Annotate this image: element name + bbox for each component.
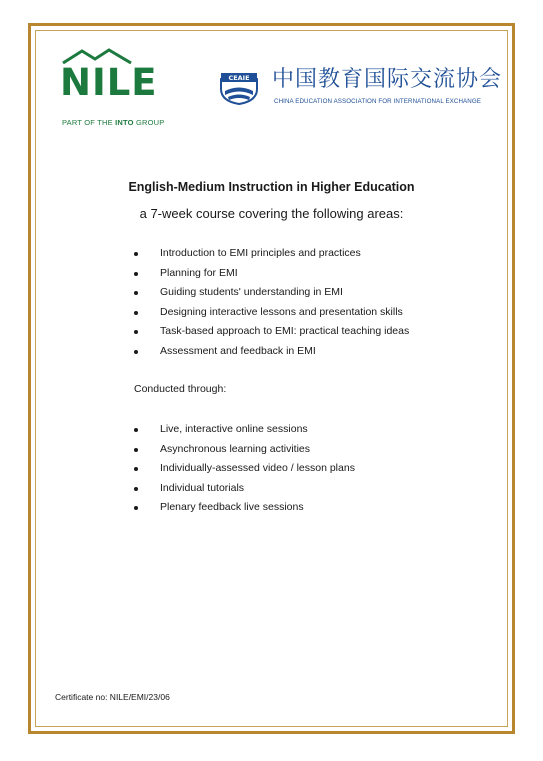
bullet-icon xyxy=(134,252,138,256)
bullet-icon xyxy=(134,350,138,354)
list-item: Introduction to EMI principles and practices xyxy=(130,244,409,264)
list-item: Designing interactive lessons and presentation skills xyxy=(130,303,409,323)
delivery-methods-list xyxy=(130,420,355,518)
certificate-number: Certificate no: NILE/EMI/23/06 xyxy=(55,692,170,702)
list-item: Individually-assessed video / lesson plans xyxy=(130,459,355,479)
list-item: Planning for EMI xyxy=(130,264,409,284)
list-item: Individual tutorials xyxy=(130,479,355,499)
bullet-icon xyxy=(134,272,138,276)
course-subtitle: a 7-week course covering the following areas: xyxy=(139,206,404,221)
bullet-icon xyxy=(134,467,138,471)
bullet-icon xyxy=(134,448,138,452)
bullet-icon xyxy=(134,311,138,315)
list-item: Task-based approach to EMI: practical teaching ideas xyxy=(130,322,409,342)
bullet-icon xyxy=(134,487,138,491)
list-item: Guiding students' understanding in EMI xyxy=(130,283,409,303)
list-item: Assessment and feedback in EMI xyxy=(130,342,409,362)
list-item: Asynchronous learning activities xyxy=(130,440,355,460)
course-title: English-Medium Instruction in Higher Education xyxy=(128,180,415,194)
bullet-icon xyxy=(134,506,138,510)
list-item: Live, interactive online sessions xyxy=(130,420,355,440)
nile-tagline: PART OF THE INTO GROUP xyxy=(62,118,165,127)
course-areas-list xyxy=(130,244,409,362)
ceaie-emblem-icon xyxy=(219,71,259,105)
ceaie-english-name: CHINA EDUCATION ASSOCIATION FOR INTERNATIONAL EXCHANGE xyxy=(274,98,481,105)
conducted-through-label: Conducted through: xyxy=(134,383,227,395)
list-item: Plenary feedback live sessions xyxy=(130,498,355,518)
bullet-icon xyxy=(134,330,138,334)
nile-wordmark: NILE xyxy=(60,61,158,104)
bullet-icon xyxy=(134,291,138,295)
bullet-icon xyxy=(134,428,138,432)
ceaie-chinese-name: 中国教育国际交流协会 xyxy=(272,67,503,92)
certificate-border-inner xyxy=(35,30,508,727)
ceaie-badge-text: CEAIE xyxy=(228,74,250,82)
nile-logo xyxy=(60,48,170,130)
